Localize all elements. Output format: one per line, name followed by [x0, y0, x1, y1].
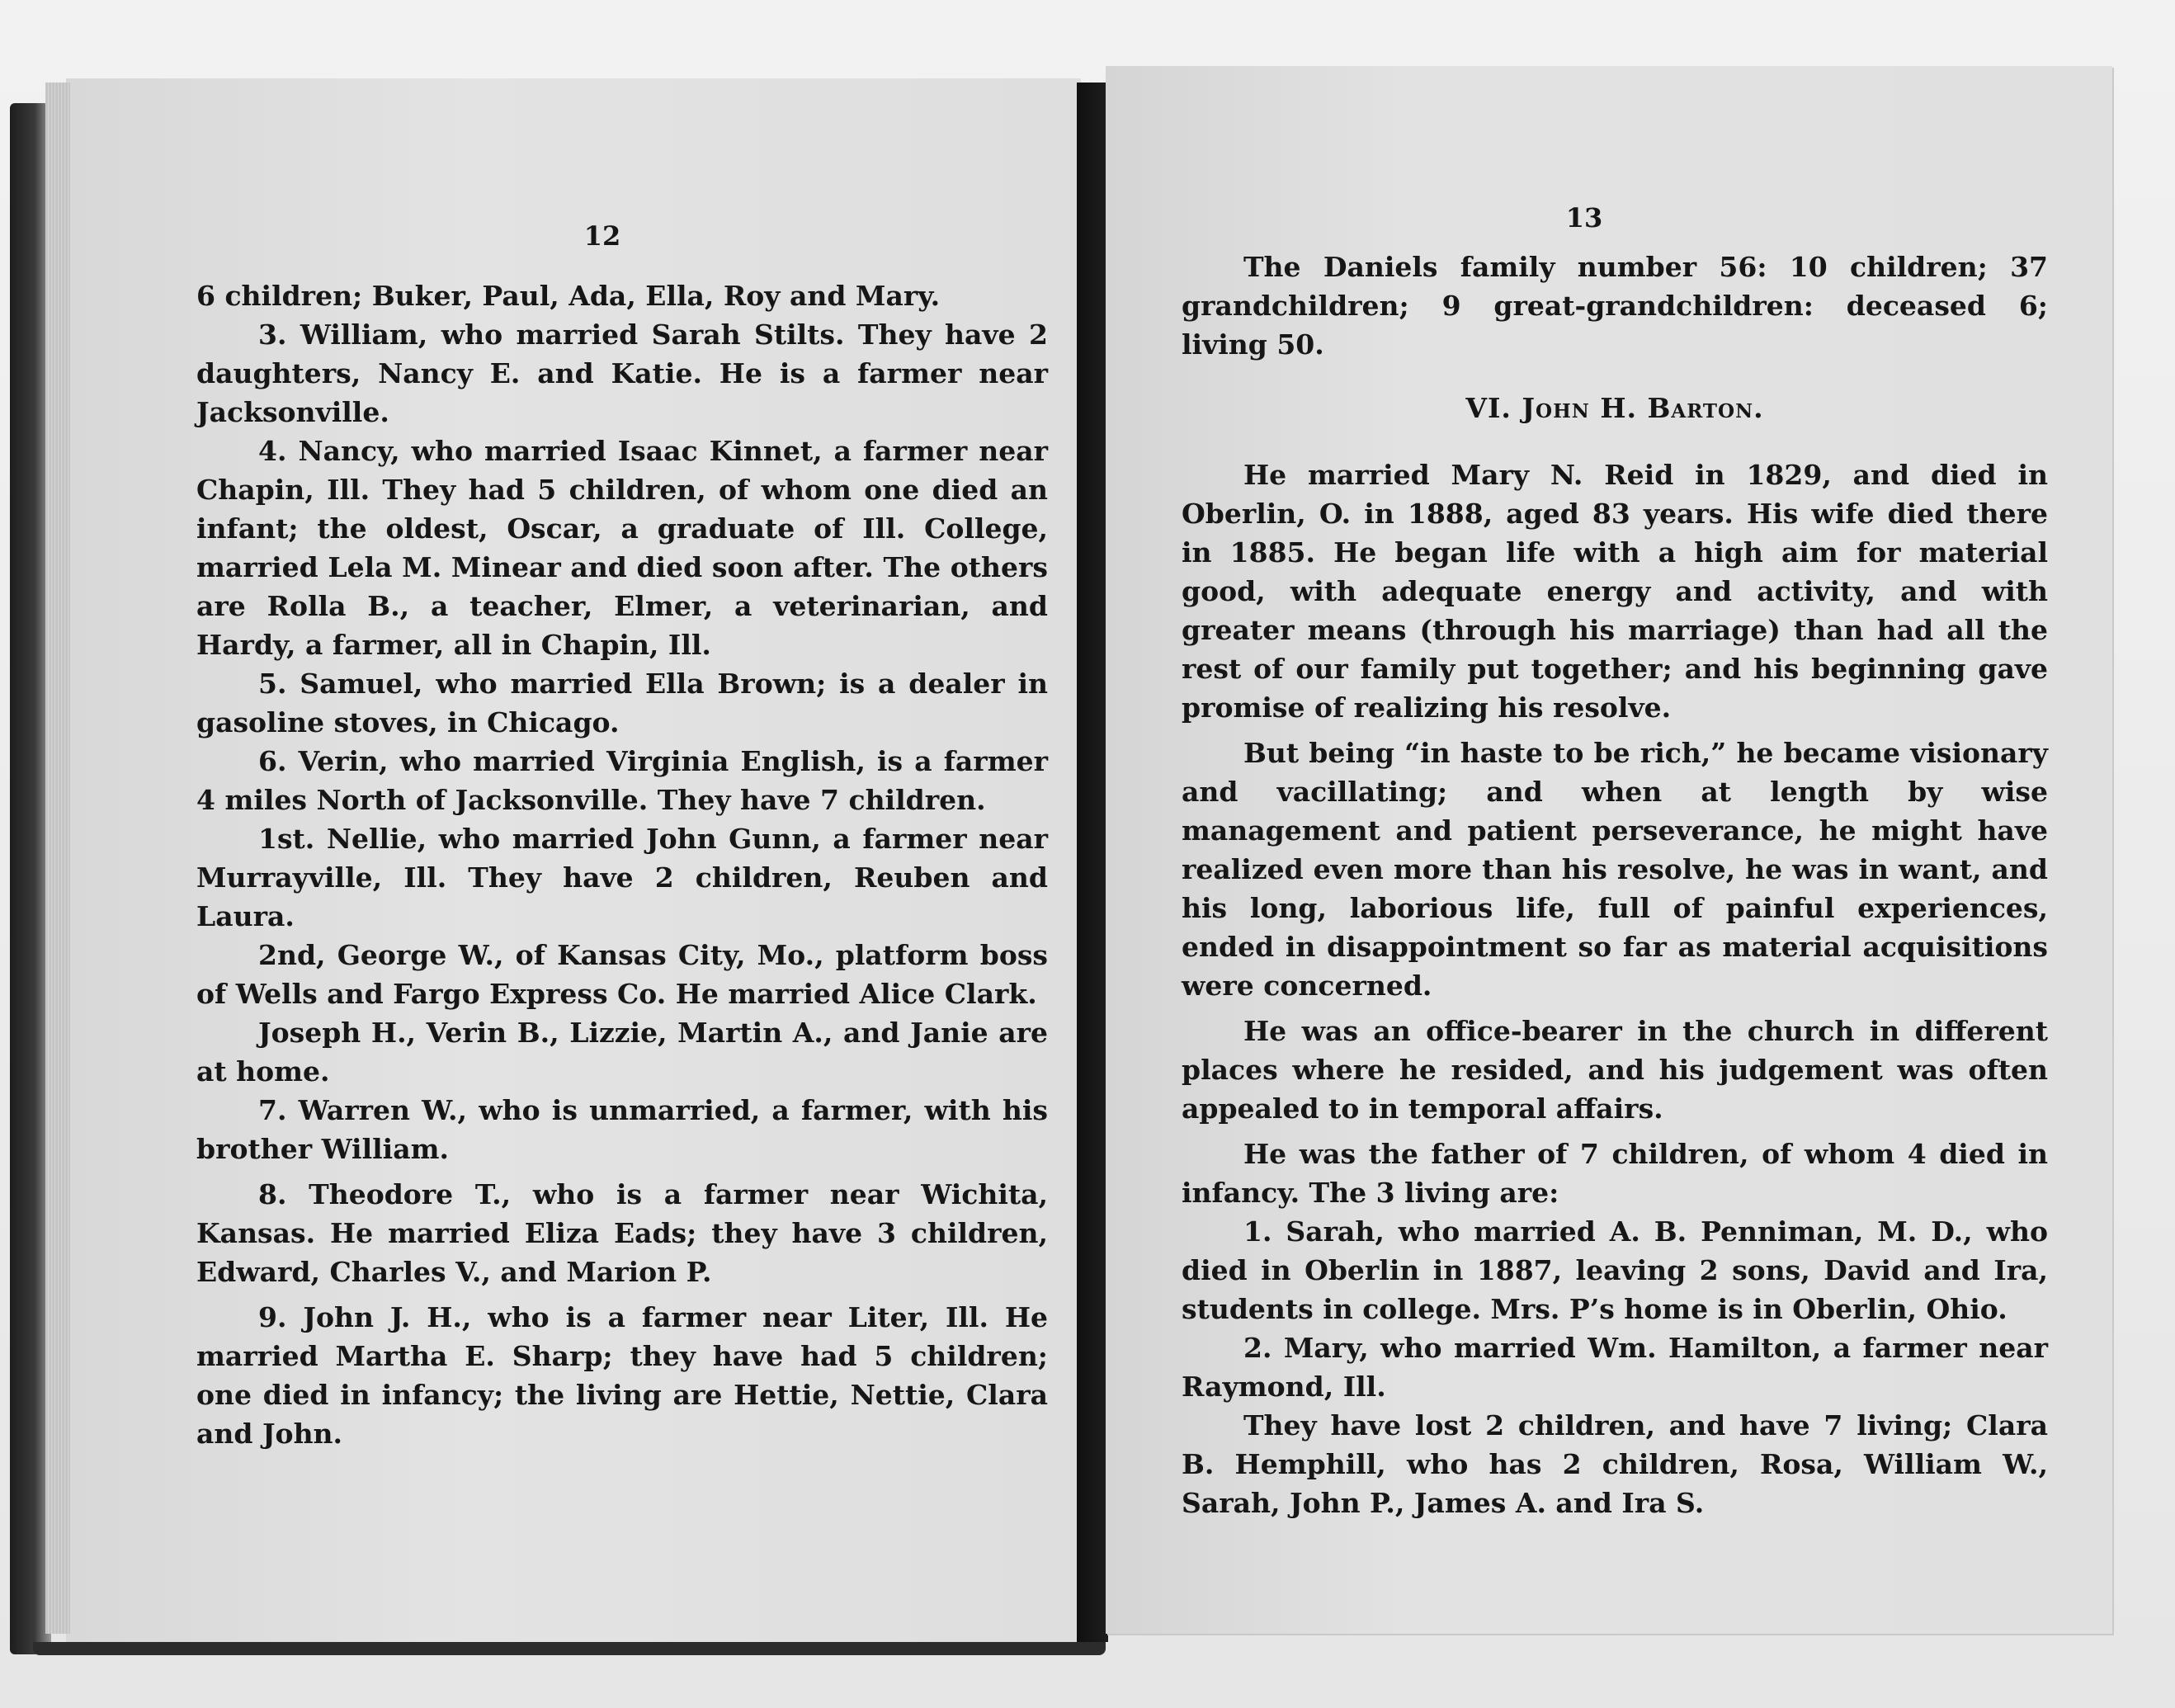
paragraph: 6. Verin, who married Virginia English, is a farmer 4 miles North of Jacksonville. They have 7 children. — [196, 745, 1048, 816]
paragraph: 9. John J. H., who is a farmer near Liter, Ill. He married Martha E. Sharp; they have had 5 children; one died in infancy; the living are Hettie, Nettie, Clara and John. — [196, 1301, 1048, 1450]
right-page-body — [1182, 248, 2048, 1522]
paragraph: 5. Samuel, who married Ella Brown; is a dealer in gasoline stoves, in Chicago. — [196, 668, 1048, 738]
right-page-number: 13 — [1565, 202, 1603, 234]
page-stack-edges — [45, 83, 70, 1634]
paragraph: He was the father of 7 children, of whom 4 died in infancy. The 3 living are: — [1182, 1138, 2048, 1209]
paragraph: 2. Mary, who married Wm. Hamilton, a farmer near Raymond, Ill. — [1182, 1332, 2048, 1403]
paragraph: 1. Sarah, who married A. B. Penniman, M. D., who died in Oberlin in 1887, leaving 2 sons, David and Ira, students in college. Mrs. P’s home is in Oberlin, Ohio. — [1182, 1215, 2048, 1325]
section-name: John H. Barton. — [1522, 392, 1764, 424]
paragraph: They have lost 2 children, and have 7 living; Clara B. Hemphill, who has 2 children, Rosa, William W., Sarah, John P., James A. and Ira S. — [1182, 1409, 2048, 1519]
section-heading — [1182, 389, 2048, 427]
paragraph: 4. Nancy, who married Isaac Kinnet, a farmer near Chapin, Ill. They had 5 children, of whom one died an infant; the oldest, Oscar, a graduate of Ill. College, married Lela M. Minear and died soon after. The others are Rolla B., a teacher, Elmer, a veterinarian, and Hardy, a farmer, all in Chapin, Ill. — [196, 435, 1048, 661]
paragraph: 7. Warren W., who is unmarried, a farmer, with his brother William. — [196, 1094, 1048, 1165]
paragraph: 1st. Nellie, who married John Gunn, a farmer near Murrayville, Ill. They have 2 children, Reuben and Laura. — [196, 823, 1048, 932]
right-page — [1106, 66, 2112, 1634]
family-count-paragraph: The Daniels family number 56: 10 children; 37 grandchildren; 9 great-grandchildren: deceased 6; living 50. — [1182, 251, 2048, 361]
paragraph: Joseph H., Verin B., Lizzie, Martin A., and Janie are at home. — [196, 1017, 1048, 1088]
left-page-body — [196, 276, 1048, 1453]
paragraph: 8. Theodore T., who is a farmer near Wichita, Kansas. He married Eliza Eads; they have 3 children, Edward, Charles V., and Marion P. — [196, 1178, 1048, 1288]
paragraph: 3. William, who married Sarah Stilts. They have 2 daughters, Nancy E. and Katie. He is a farmer near Jacksonville. — [196, 318, 1048, 428]
paragraph: But being “in haste to be rich,” he became visionary and vacillating; and when at length by wise management and patient perseverance, he might have realized even more than his resolve, he was in want, and his long, laborious life, full of painful experiences, ended in disappointment so far as material acquisitions were concerned. — [1182, 737, 2048, 1002]
book-bottom-edge — [33, 1642, 1106, 1655]
paragraph: 2nd, George W., of Kansas City, Mo., platform boss of Wells and Fargo Express Co. He married Alice Clark. — [196, 939, 1048, 1010]
left-page — [66, 78, 1081, 1642]
section-numeral: VI. — [1465, 392, 1512, 424]
left-page-number: 12 — [583, 220, 621, 252]
paragraph: 6 children; Buker, Paul, Ada, Ella, Roy and Mary. — [196, 280, 941, 312]
paragraph: He married Mary N. Reid in 1829, and died in Oberlin, O. in 1888, aged 83 years. His wife died there in 1885. He began life with a high aim for material good, with adequate energy and activity, and with greater means (through his marriage) than had all the rest of our family put together; and his beginning gave promise of realizing his resolve. — [1182, 459, 2048, 724]
book-gutter — [1077, 83, 1108, 1642]
paragraph: He was an office-bearer in the church in different places where he resided, and his judgement was often appealed to in temporal affairs. — [1182, 1015, 2048, 1125]
